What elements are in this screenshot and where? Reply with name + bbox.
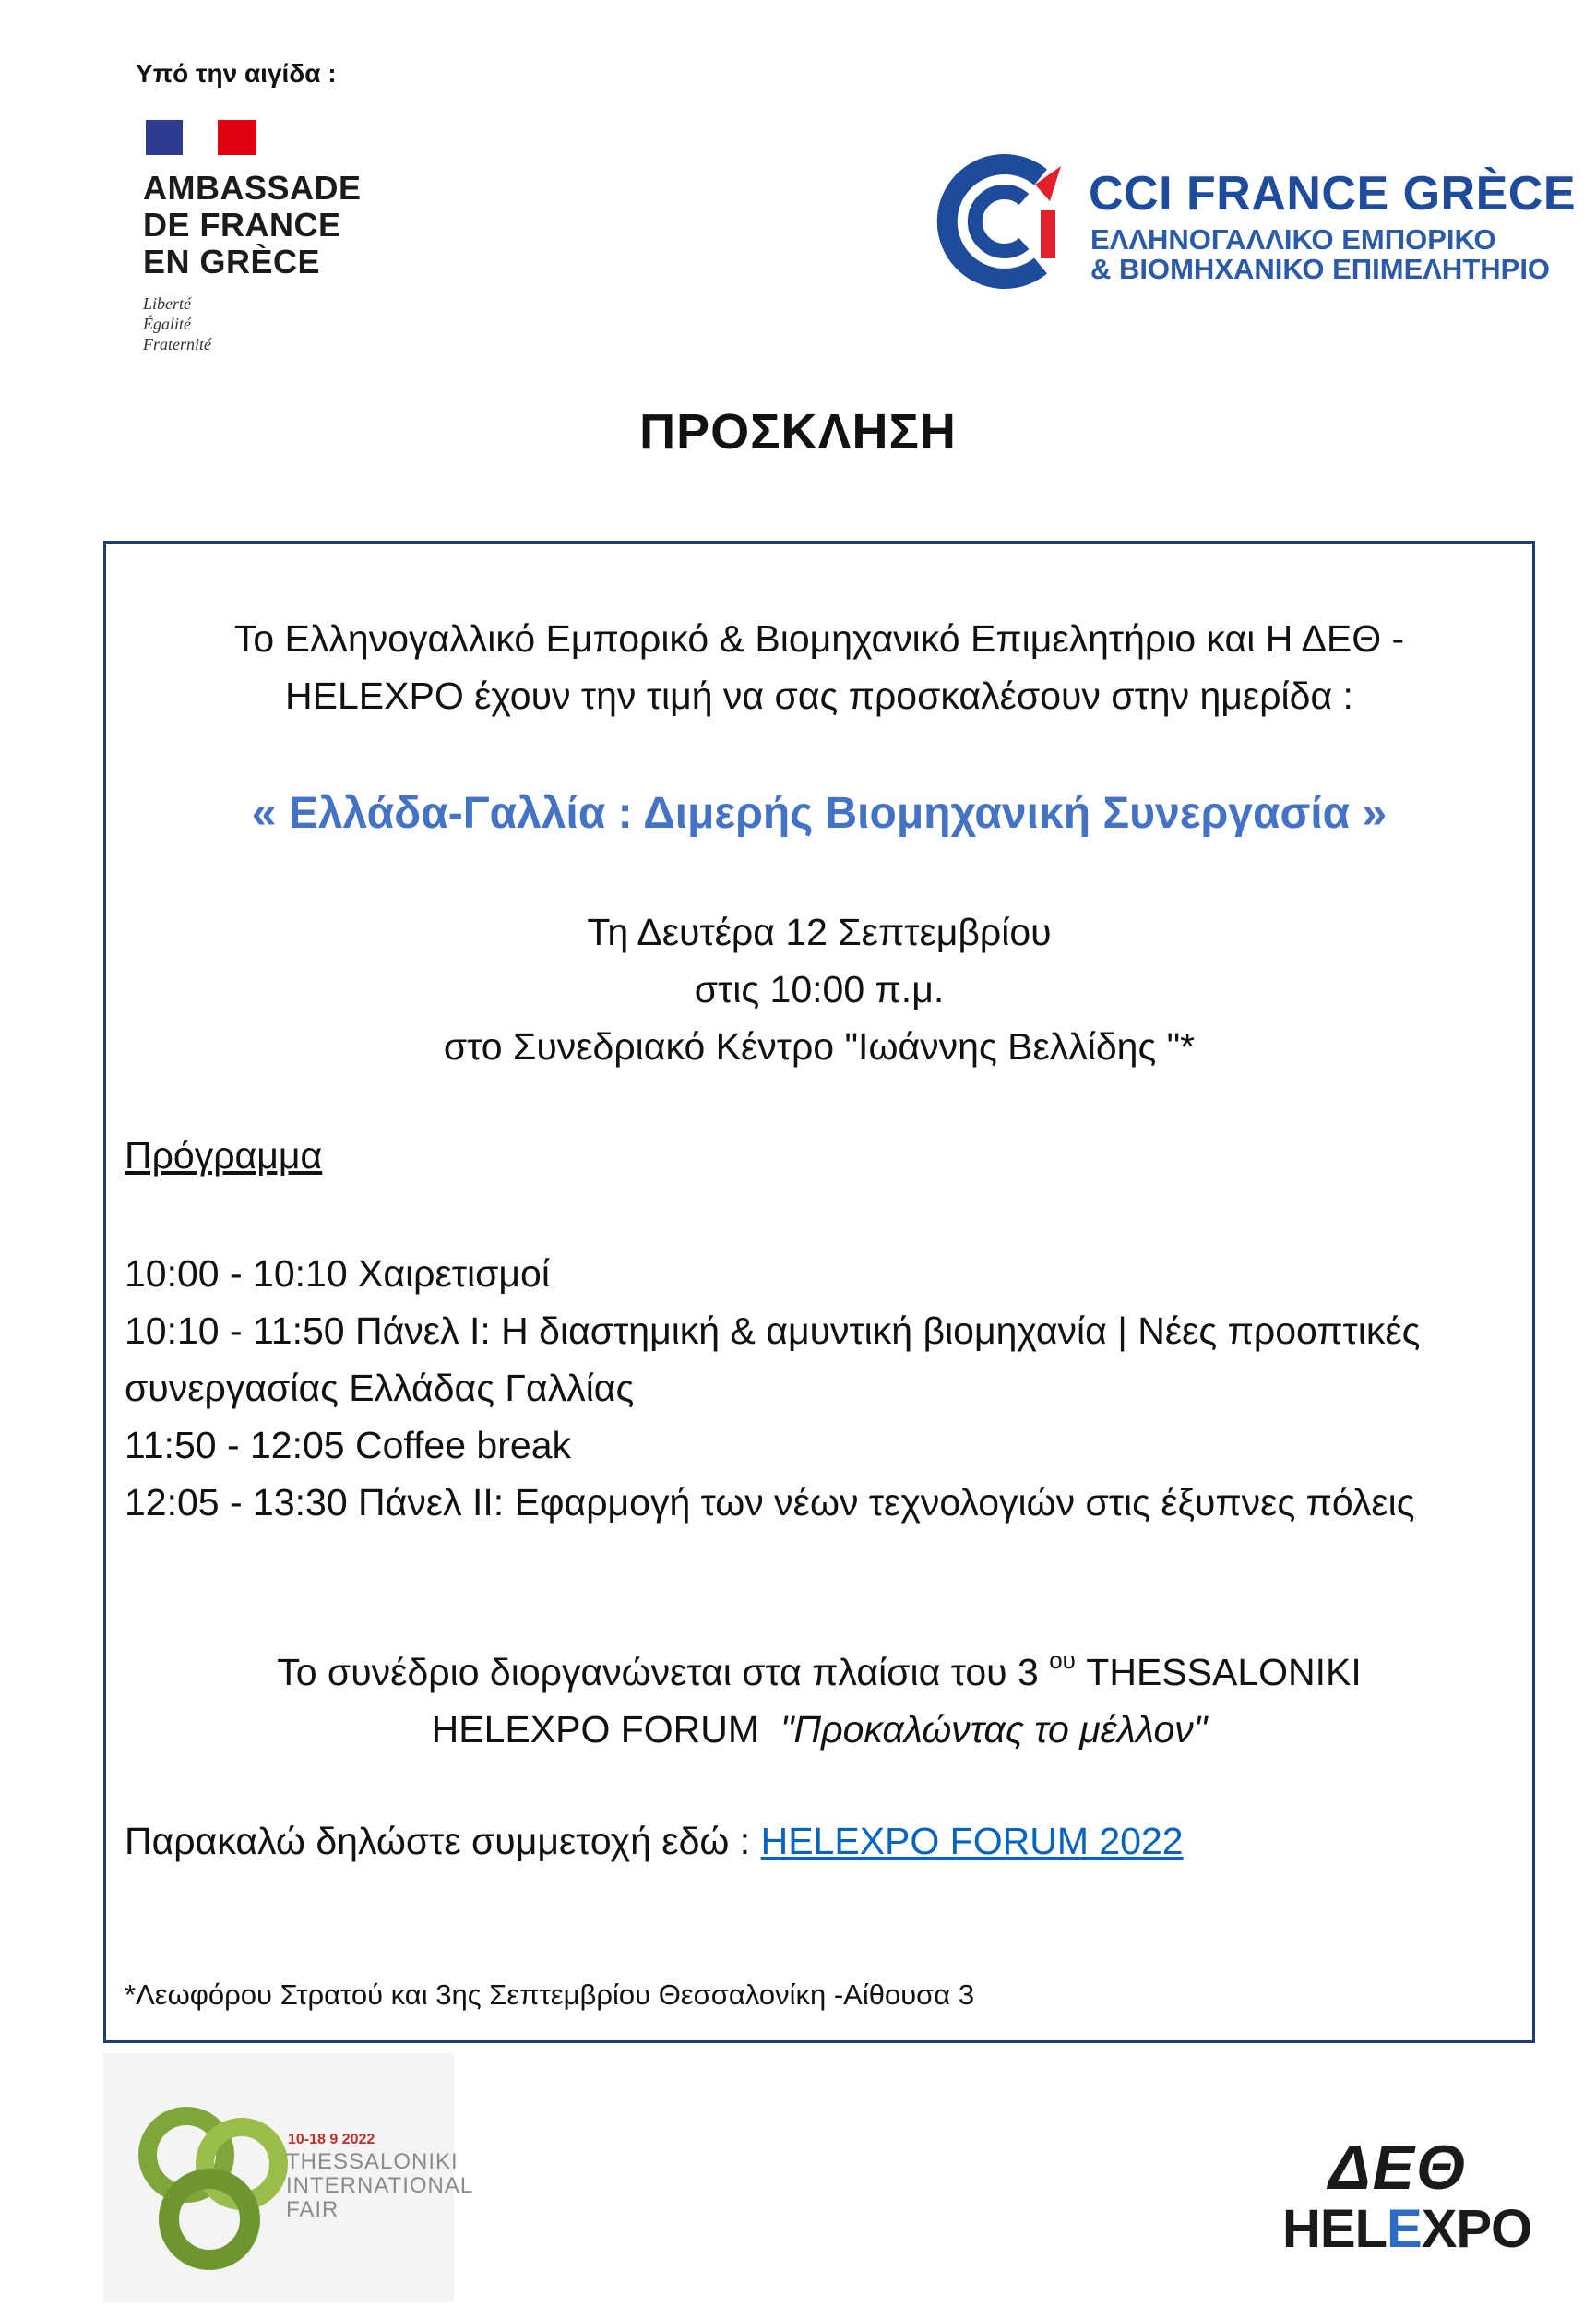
- invitation-box: [103, 541, 1535, 2043]
- event-title: « Ελλάδα-Γαλλία : Διμερής Βιομηχανική Συνεργασία »: [251, 789, 1388, 838]
- intro-line2: HELEXPO έχουν την τιμή να σας προσκαλέσουν στην ημερίδα :: [285, 675, 1353, 717]
- cci-subtitle-line2: & ΒΙΟΜΗΧΑΝΙΚΟ ΕΠΙΜΕΛΗΤΗΡΙΟ: [1090, 253, 1551, 285]
- motto-liberte: Liberté: [143, 294, 191, 313]
- program-heading: Πρόγραμμα: [125, 1134, 323, 1177]
- cci-france-grece-logo: [932, 148, 1577, 295]
- forum-ordinal: ου: [1049, 1646, 1076, 1674]
- motto-fraternite: Fraternité: [143, 335, 211, 353]
- motto-egalite: Égalité: [143, 315, 191, 333]
- embassy-name-line1: AMBASSADE: [143, 169, 362, 207]
- cci-subtitle-line1: ΕΛΛΗΝΟΓΑΛΛΙΚΟ ΕΜΠΟΡΙΚΟ: [1090, 223, 1496, 256]
- tif-name-line3: FAIR: [286, 2197, 339, 2222]
- schedule-item: 11:50 - 12:05 Coffee break: [125, 1424, 571, 1466]
- cci-emblem-icon: [932, 148, 1079, 295]
- helexpo-word-e: E: [1387, 2199, 1422, 2259]
- tif-rings-icon: [136, 2099, 292, 2275]
- embassy-name-line2: DE FRANCE: [143, 206, 341, 244]
- schedule-item: 10:00 - 10:10 Χαιρετισμοί: [125, 1252, 550, 1295]
- schedule-item: 10:10 - 11:50 Πάνελ I: Η διαστημική & αμυντική βιομηχανία | Νέες προοπτικές συνεργασίας Ελλάδας Γαλλίας: [125, 1309, 1421, 1409]
- page-title: ΠΡΟΣΚΛΗΣΗ: [639, 404, 957, 460]
- forum-text: [106, 1644, 1532, 1758]
- cci-brand-name: CCI FRANCE GRÈCE: [1089, 167, 1577, 221]
- register-label: Παρακαλώ δηλώστε συμμετοχή εδώ :: [125, 1820, 751, 1862]
- embassy-name-line3: EN GRÈCE: [143, 243, 321, 281]
- french-flag-icon: [146, 120, 383, 155]
- event-date: Τη Δευτέρα 12 Σεπτεμβρίου: [587, 911, 1052, 953]
- register-link[interactable]: HELEXPO FORUM 2022: [760, 1820, 1184, 1862]
- tif-name-line2: INTERNATIONAL: [286, 2173, 474, 2198]
- embassy-logo: [143, 120, 383, 360]
- event-venue: στο Συνεδριακό Κέντρο "Ιωάννης Βελλίδης "*: [443, 1025, 1196, 1068]
- intro-text: [106, 610, 1532, 724]
- helexpo-word-a: HEL: [1282, 2199, 1387, 2259]
- helexpo-wordmark: [1282, 2198, 1531, 2260]
- venue-footnote: *Λεωφόρου Στρατού και 3ης Σεπτεμβρίου Θεσσαλονίκη -Αίθουσα 3: [125, 1978, 975, 2011]
- forum-text-part1: Το συνέδριο διοργανώνεται στα πλαίσια του 3: [277, 1651, 1039, 1693]
- event-details: [106, 903, 1532, 1075]
- helexpo-word-b: XPO: [1421, 2199, 1532, 2259]
- forum-name: HELEXPO FORUM: [431, 1708, 760, 1751]
- event-time: στις 10:00 π.μ.: [694, 968, 945, 1010]
- auspices-label: Υπό την αιγίδα :: [136, 59, 337, 88]
- helexpo-logo: [1273, 2132, 1541, 2270]
- tif-name: [286, 2150, 473, 2222]
- thessaloniki-fair-logo: [103, 2053, 474, 2302]
- forum-text-part2: THESSALONIKI: [1086, 1651, 1362, 1693]
- registration-line: [125, 1820, 1184, 1863]
- tif-name-line1: THESSALONIKI: [286, 2149, 459, 2174]
- schedule-list: [125, 1245, 1508, 1531]
- tif-date: 10-18 9 2022: [288, 2132, 375, 2147]
- intro-line1: Το Ελληνογαλλικό Εμπορικό & Βιομηχανικό Επιμελητήριο και Η ΔΕΘ -: [233, 617, 1405, 660]
- forum-motto: "Προκαλώντας το μέλλον": [780, 1708, 1208, 1751]
- helexpo-symbol: ΔΕΘ: [1328, 2133, 1467, 2203]
- schedule-item: 12:05 - 13:30 Πάνελ II: Εφαρμογή των νέων τεχνολογιών στις έξυπνες πόλεις: [125, 1481, 1415, 1524]
